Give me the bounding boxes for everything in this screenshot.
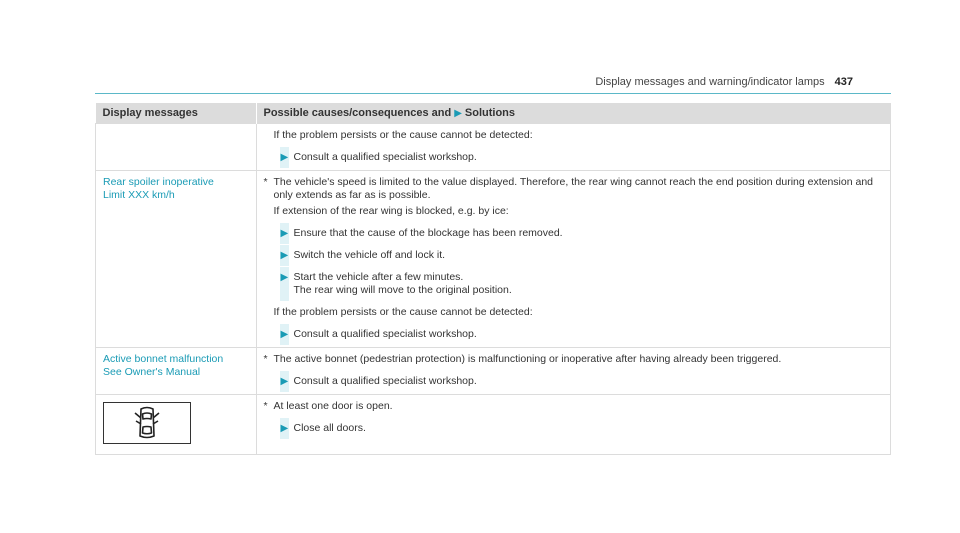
action-text: Consult a qualified specialist workshop.: [293, 151, 477, 163]
asterisk-icon: *: [263, 176, 268, 188]
action-result-text: The rear wing will move to the original position.: [293, 284, 512, 296]
section-title: Display messages and warning/indicator lamps: [595, 76, 825, 88]
arrow-icon: ▶: [280, 228, 289, 239]
cause-text: [264, 176, 884, 202]
solution-cell: [256, 171, 891, 348]
message-cell: [96, 395, 257, 455]
action-step: [264, 227, 884, 240]
cause-text: [264, 353, 884, 366]
instruction-text: If the problem persists or the cause cannot be detected:: [273, 306, 533, 318]
table-row: [96, 395, 891, 455]
arrow-icon: ▶: [280, 376, 289, 387]
page-number: 437: [834, 76, 853, 88]
action-step: [264, 249, 884, 262]
message-cell: [96, 348, 257, 395]
action-step: [264, 422, 884, 435]
cause-text: [264, 400, 884, 413]
arrow-icon: ▶: [280, 329, 289, 340]
instruction-text: If extension of the rear wing is blocked, e.g. by ice:: [273, 205, 509, 217]
col-header-solutions-label: Solutions: [464, 106, 516, 119]
table-row: [96, 348, 891, 395]
cause-description: The vehicle's speed is limited to the value displayed. Therefore, the rear wing cannot reach the end position during extension and only extends as far as is possible.: [273, 176, 874, 201]
asterisk-icon: *: [263, 400, 268, 412]
arrow-icon: ▶: [280, 272, 289, 283]
cause-description: At least one door is open.: [273, 400, 393, 412]
display-messages-table: [95, 103, 891, 455]
solution-cell: [256, 348, 891, 395]
table-row: [96, 171, 891, 348]
asterisk-icon: *: [263, 353, 268, 365]
display-message-line-1: Active bonnet malfunction: [103, 353, 224, 365]
solutions-arrow-icon: ▶: [454, 107, 462, 119]
col-header-causes-label: Possible causes/consequences and: [263, 106, 452, 119]
action-text: Ensure that the cause of the blockage has been removed.: [293, 227, 563, 239]
table-header-row: [96, 103, 891, 124]
action-text: Consult a qualified specialist workshop.: [293, 328, 477, 340]
action-step: [264, 375, 884, 388]
arrow-icon: ▶: [280, 250, 289, 261]
page-header: [595, 76, 853, 88]
display-message-line-2: Limit XXX km/h: [103, 189, 175, 201]
arrow-icon: ▶: [280, 152, 289, 163]
message-cell: [96, 124, 257, 171]
cause-description: The active bonnet (pedestrian protection) is malfunctioning or inoperative after having already been triggered.: [273, 353, 782, 365]
display-message-line-2: See Owner's Manual: [103, 366, 201, 378]
message-cell: [96, 171, 257, 348]
car-doors-open-icon: [103, 402, 191, 444]
action-text: Switch the vehicle off and lock it.: [293, 249, 446, 261]
instruction-text: If the problem persists or the cause cannot be detected:: [273, 129, 533, 141]
display-message-line-1: Rear spoiler inoperative: [103, 176, 214, 188]
arrow-icon: ▶: [280, 423, 289, 434]
solution-cell: [256, 124, 891, 171]
action-step: [264, 271, 884, 297]
action-step: [264, 328, 884, 341]
action-step: [264, 151, 884, 164]
action-text: Close all doors.: [293, 422, 366, 434]
col-header-display-messages: Display messages: [96, 103, 257, 124]
solution-cell: [256, 395, 891, 455]
action-text: Consult a qualified specialist workshop.: [293, 375, 477, 387]
header-rule: [95, 93, 891, 94]
table-row: [96, 124, 891, 171]
action-text: Start the vehicle after a few minutes.: [293, 271, 464, 283]
col-header-causes: [256, 103, 891, 124]
